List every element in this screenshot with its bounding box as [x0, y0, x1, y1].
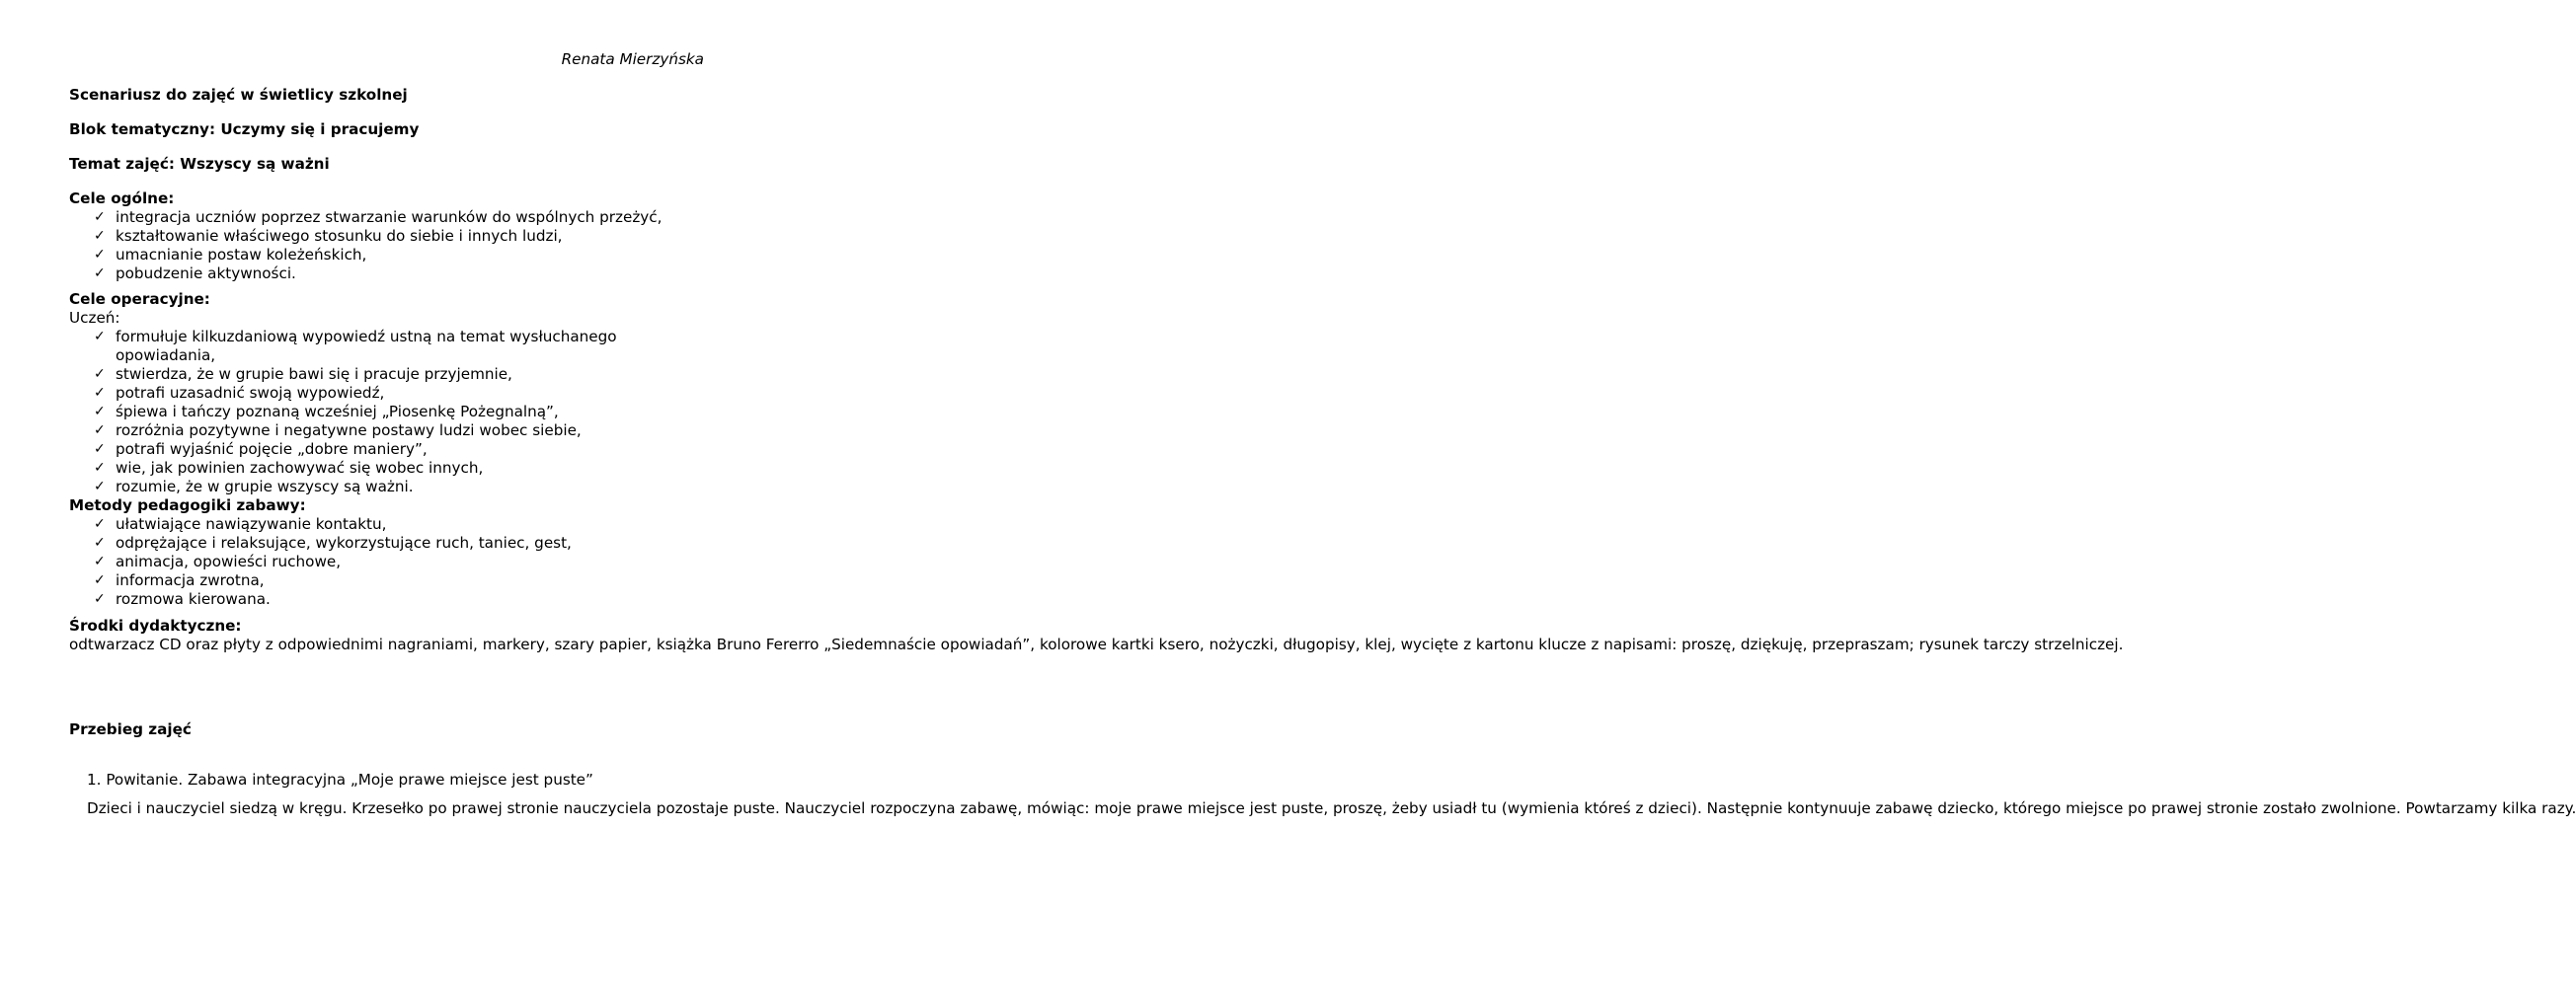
procedure-heading: Przebieg zajęć — [69, 720, 192, 738]
checkmark-icon: ✓ — [94, 385, 106, 401]
list-item: ✓ śpiewa i tańczy poznaną wcześniej „Piosenkę Pożegnalną”, — [94, 403, 559, 420]
list-item: ✓ rozumie, że w grupie wszyscy są ważni. — [94, 478, 414, 495]
materials-text: odtwarzacz CD oraz płyty z odpowiednimi nagraniami, markery, szary papier, książka Bruno Fererro „Siedemnaście opowiadań”, kolorowe kartki ksero, nożyczki, długopisy, klej, wycięte z kartonu klucze z napisami: proszę, dziękuję, przepraszam; rysunek tarczy strzelniczej. — [69, 636, 2124, 653]
list-item: ✓ pobudzenie aktywności. — [94, 264, 296, 282]
materials-section — [69, 617, 2124, 654]
step-1-text: Dzieci i nauczyciel siedzą w kręgu. Krzesełko po prawej stronie nauczyciela pozostaje puste. Nauczyciel rozpoczyna zabawę, mówiąc: moje prawe miejsce jest puste, proszę, żeby usiadł tu (wymienia któreś z dzieci). Następnie kontynuuje zabawę dziecko, którego miejsce po prawej stronie zostało zwolnione. Powtarzamy kilka razy. — [87, 799, 2576, 817]
list-item: ✓ ułatwiające nawiązywanie kontaktu, — [94, 515, 387, 533]
materials-heading: Środki dydaktyczne: — [69, 617, 242, 635]
lesson-topic: Temat zajęć: Wszyscy są ważni — [69, 155, 330, 173]
checkmark-icon: ✓ — [94, 554, 106, 569]
checkmark-icon: ✓ — [94, 572, 106, 588]
checkmark-icon: ✓ — [94, 535, 106, 551]
checkmark-icon: ✓ — [94, 228, 106, 244]
list-item: ✓ kształtowanie właściwego stosunku do siebie i innych ludzi, — [94, 227, 563, 245]
general-goals-section — [69, 189, 701, 283]
checkmark-icon: ✓ — [94, 404, 106, 419]
checkmark-icon: ✓ — [94, 265, 106, 281]
checkmark-icon: ✓ — [94, 366, 106, 382]
checkmark-icon: ✓ — [94, 209, 106, 225]
list-item: ✓ stwierdza, że w grupie bawi się i pracuje przyjemnie, — [94, 365, 512, 383]
list-item: ✓ wie, jak powinien zachowywać się wobec innych, — [94, 459, 484, 477]
checkmark-icon: ✓ — [94, 460, 106, 476]
list-item: ✓ rozróżnia pozytywne i negatywne postawy ludzi wobec siebie, — [94, 421, 582, 439]
list-item: ✓ animacja, opowieści ruchowe, — [94, 553, 342, 570]
document-title: Scenariusz do zajęć w świetlicy szkolnej — [69, 86, 408, 104]
checkmark-icon: ✓ — [94, 247, 106, 263]
operational-goals-heading: Cele operacyjne: — [69, 290, 210, 308]
list-item: ✓ potrafi uzasadnić swoją wypowiedź, — [94, 384, 385, 402]
checkmark-icon: ✓ — [94, 591, 106, 607]
operational-goals-list — [69, 328, 662, 496]
operational-goals-section — [69, 290, 701, 496]
checkmark-icon: ✓ — [94, 479, 106, 494]
author-name: Renata Mierzyńska — [561, 50, 704, 68]
checkmark-icon: ✓ — [94, 441, 106, 457]
thematic-block: Blok tematyczny: Uczymy się i pracujemy — [69, 120, 420, 138]
list-item: ✓ integracja uczniów poprzez stwarzanie warunków do wspólnych przeżyć, — [94, 208, 663, 226]
list-item: ✓ umacnianie postaw koleżeńskich, — [94, 246, 367, 264]
methods-section — [69, 496, 701, 609]
operational-goals-intro: Uczeń: — [69, 309, 120, 327]
general-goals-list — [69, 208, 701, 283]
checkmark-icon: ✓ — [94, 422, 106, 438]
step-1-title: 1. Powitanie. Zabawa integracyjna „Moje prawe miejsce jest puste” — [87, 771, 593, 789]
list-item: ✓ informacja zwrotna, — [94, 571, 265, 589]
general-goals-heading: Cele ogólne: — [69, 189, 175, 207]
list-item: ✓ odprężające i relaksujące, wykorzystujące ruch, taniec, gest, — [94, 534, 572, 552]
list-item: ✓ formułuje kilkuzdaniową wypowiedź ustną na temat wysłuchanego opowiadania, — [94, 328, 617, 364]
list-item: ✓ potrafi wyjaśnić pojęcie „dobre maniery”, — [94, 440, 428, 458]
methods-list — [69, 515, 701, 609]
checkmark-icon: ✓ — [94, 329, 106, 344]
list-item: ✓ rozmowa kierowana. — [94, 590, 271, 608]
checkmark-icon: ✓ — [94, 516, 106, 532]
procedure-step-1 — [87, 766, 2576, 823]
methods-heading: Metody pedagogiki zabawy: — [69, 496, 306, 514]
